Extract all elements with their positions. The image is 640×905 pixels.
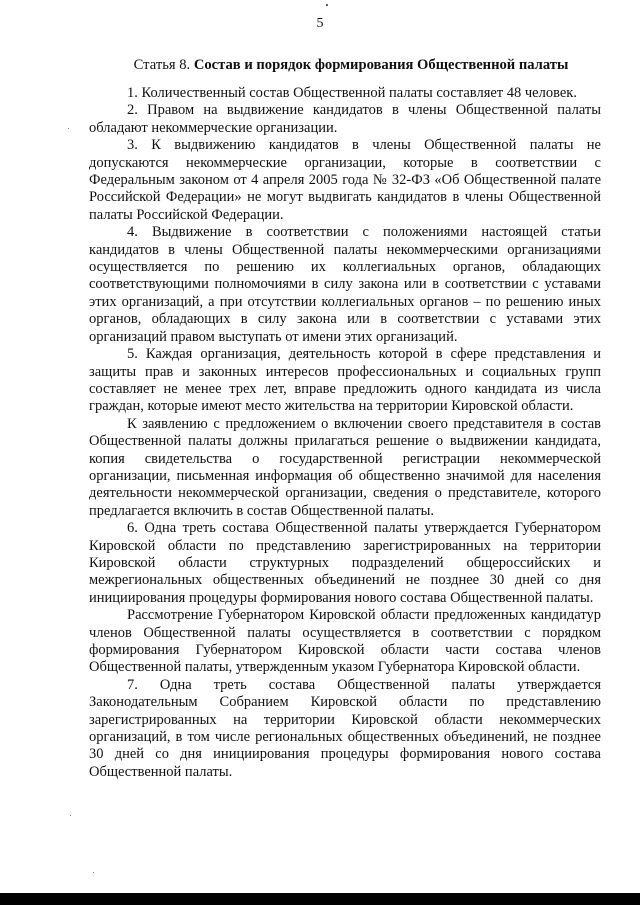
- paragraph-2: 2. Правом на выдвижение кандидатов в члены Общественной палаты обладают некоммерческие организации.: [89, 102, 601, 136]
- paragraph-7: 7. Одна треть состава Общественной палаты утверждается Законодательным Собранием Кировской области по представлению зарегистрированных на территории Кировской области некоммерческих организаций, в том числе региональных общественных объединений, не позднее 30 дней со дня инициирования процедуры формирования нового состава Общественной палаты.: [89, 676, 601, 780]
- paragraph-5: 5. Каждая организация, деятельность которой в сфере представления и защиты прав и законных интересов профессиональных и социальных групп составляет не менее трех лет, вправе предложить одного кандидата из числа граждан, которые имеют место жительства на территории Кировской области.: [89, 346, 601, 415]
- paragraph-3: 3. К выдвижению кандидатов в члены Общественной палаты не допускаются некоммерческие организации, которые в соответствии с Федеральным законом от 4 апреля 2005 года № 32-ФЗ «Об Общественной палате Российской Федерации» не могут выдвигать кандидатов в члены Общественной палаты Российской Федерации.: [89, 137, 601, 223]
- paragraph-6-review: Рассмотрение Губернатором Кировской области предложенных кандидатур членов Общественной палаты осуществляется в соответствии с порядком формирования Губернатором Кировской области части состава членов Общественной палаты, утвержденным указом Губернатора Кировской области.: [89, 607, 601, 676]
- paragraph-4: 4. Выдвижение в соответствии с положениями настоящей статьи кандидатов в члены Общественной палаты некоммерческими организациями осуществляется по решению их коллегиальных органов, обладающих соответствующими полномочиями в силу закона или в соответствии с уставами этих организаций, а при отсутствии коллегиальных органов – по решению иных органов, обладающих в силу закона или в соответствии с уставами этих организаций правом выступать от имени этих организаций.: [89, 224, 601, 345]
- article-label: Статья 8.: [133, 57, 191, 73]
- article-heading: [96, 56, 606, 74]
- scan-mark: [326, 4, 328, 6]
- paragraph-1: 1. Количественный состав Общественной палаты составляет 48 человек.: [127, 85, 577, 101]
- paragraph-6: 6. Одна треть состава Общественной палаты утверждается Губернатором Кировской области по представлению зарегистрированных на территории Кировской области структурных подразделений общероссийских и межрегиональных общественных объединений не позднее 30 дней со дня инициирования процедуры формирования нового состава Общественной палаты.: [89, 520, 601, 606]
- scan-speck: [68, 128, 69, 129]
- page-number: 5: [316, 16, 324, 31]
- scan-speck: [93, 872, 94, 873]
- article-title: Состав и порядок формирования Общественной палаты: [193, 57, 569, 73]
- scan-speck: [70, 815, 71, 816]
- paragraph-5-application: К заявлению с предложением о включении своего представителя в состав Общественной палаты должны прилагаться решение о выдвижении кандидата, копия свидетельства о государственной регистрации некоммерческой организации, письменная информация об общественно значимой для населения деятельности некоммерческой организации, сведения о представителе, которого предлагается включить в состав Общественной палаты.: [89, 415, 601, 519]
- scan-bottom-edge: [0, 893, 640, 905]
- article-body: [89, 85, 601, 781]
